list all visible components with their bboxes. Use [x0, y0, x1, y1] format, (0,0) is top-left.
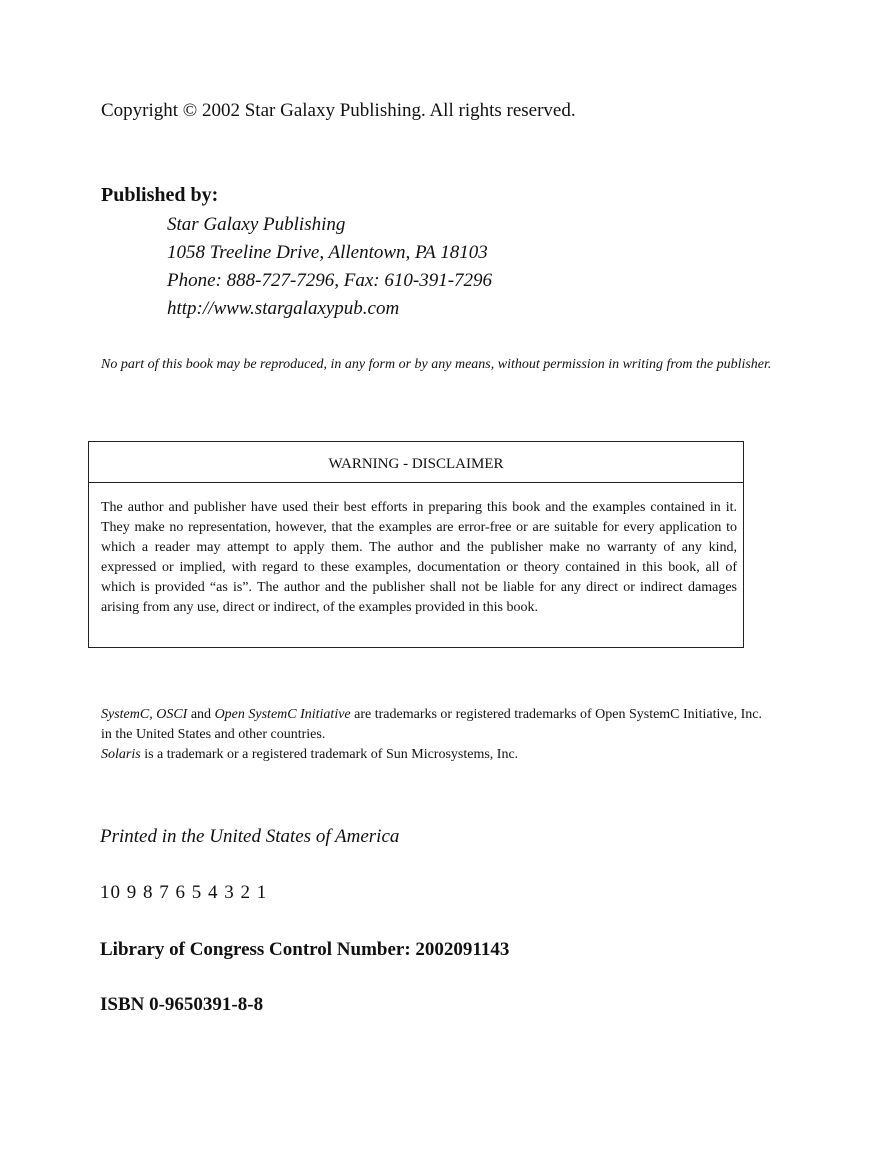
- trademark-conjunction: and: [190, 707, 212, 722]
- trademark-notice: [101, 705, 773, 765]
- trademark-line-solaris: [101, 745, 773, 765]
- trademark-open-systemc-initiative: Open SystemC Initiative: [214, 707, 351, 722]
- printed-in-notice: Printed in the United States of America: [100, 826, 400, 847]
- copyright-notice: Copyright © 2002 Star Galaxy Publishing. All rights reserved.: [101, 100, 576, 121]
- reproduction-notice: No part of this book may be reproduced, in any form or by any means, without permission in writing from the publisher.: [101, 357, 772, 372]
- disclaimer-divider: [89, 482, 743, 483]
- trademark-osci: OSCI: [156, 707, 188, 722]
- disclaimer-body: The author and publisher have used their best efforts in preparing this book and the examples contained in it. They make no representation, however, that the examples are error-free or are suitable for every application to which a reader may attempt to apply them. The author and the publisher make no warranty of any kind, expressed or implied, with regard to these examples, documentation or theory contained in this book, all of which is provided “as is”. The author and the publisher shall not be liable for any direct or indirect damages arising from any use, direct or indirect, of the examples provided in this book.: [101, 500, 737, 615]
- publisher-phone-fax: Phone: 888-727-7296, Fax: 610-391-7296: [167, 270, 493, 291]
- disclaimer-title: WARNING - DISCLAIMER: [328, 456, 504, 472]
- isbn-number: ISBN 0-9650391-8-8: [100, 994, 264, 1015]
- publisher-address: 1058 Treeline Drive, Allentown, PA 18103: [167, 242, 488, 263]
- publisher-name: Star Galaxy Publishing: [167, 214, 346, 235]
- disclaimer-box: [88, 441, 744, 648]
- published-by-heading: Published by:: [101, 184, 219, 206]
- trademark-line-systemc: [101, 705, 773, 745]
- trademark-solaris: Solaris: [101, 747, 141, 762]
- publisher-website: http://www.stargalaxypub.com: [167, 298, 400, 319]
- print-run-numbers: 10 9 8 7 6 5 4 3 2 1: [100, 882, 268, 903]
- trademark-solaris-text: is a trademark or a registered trademark of Sun Microsystems, Inc.: [144, 747, 519, 762]
- trademark-systemc: SystemC,: [101, 707, 153, 722]
- trademark-systemc-text: are trademarks or registered trademarks of Open SystemC Initiative, Inc. in the United States and other countries.: [101, 707, 762, 742]
- lccn-number: Library of Congress Control Number: 2002091143: [100, 939, 510, 960]
